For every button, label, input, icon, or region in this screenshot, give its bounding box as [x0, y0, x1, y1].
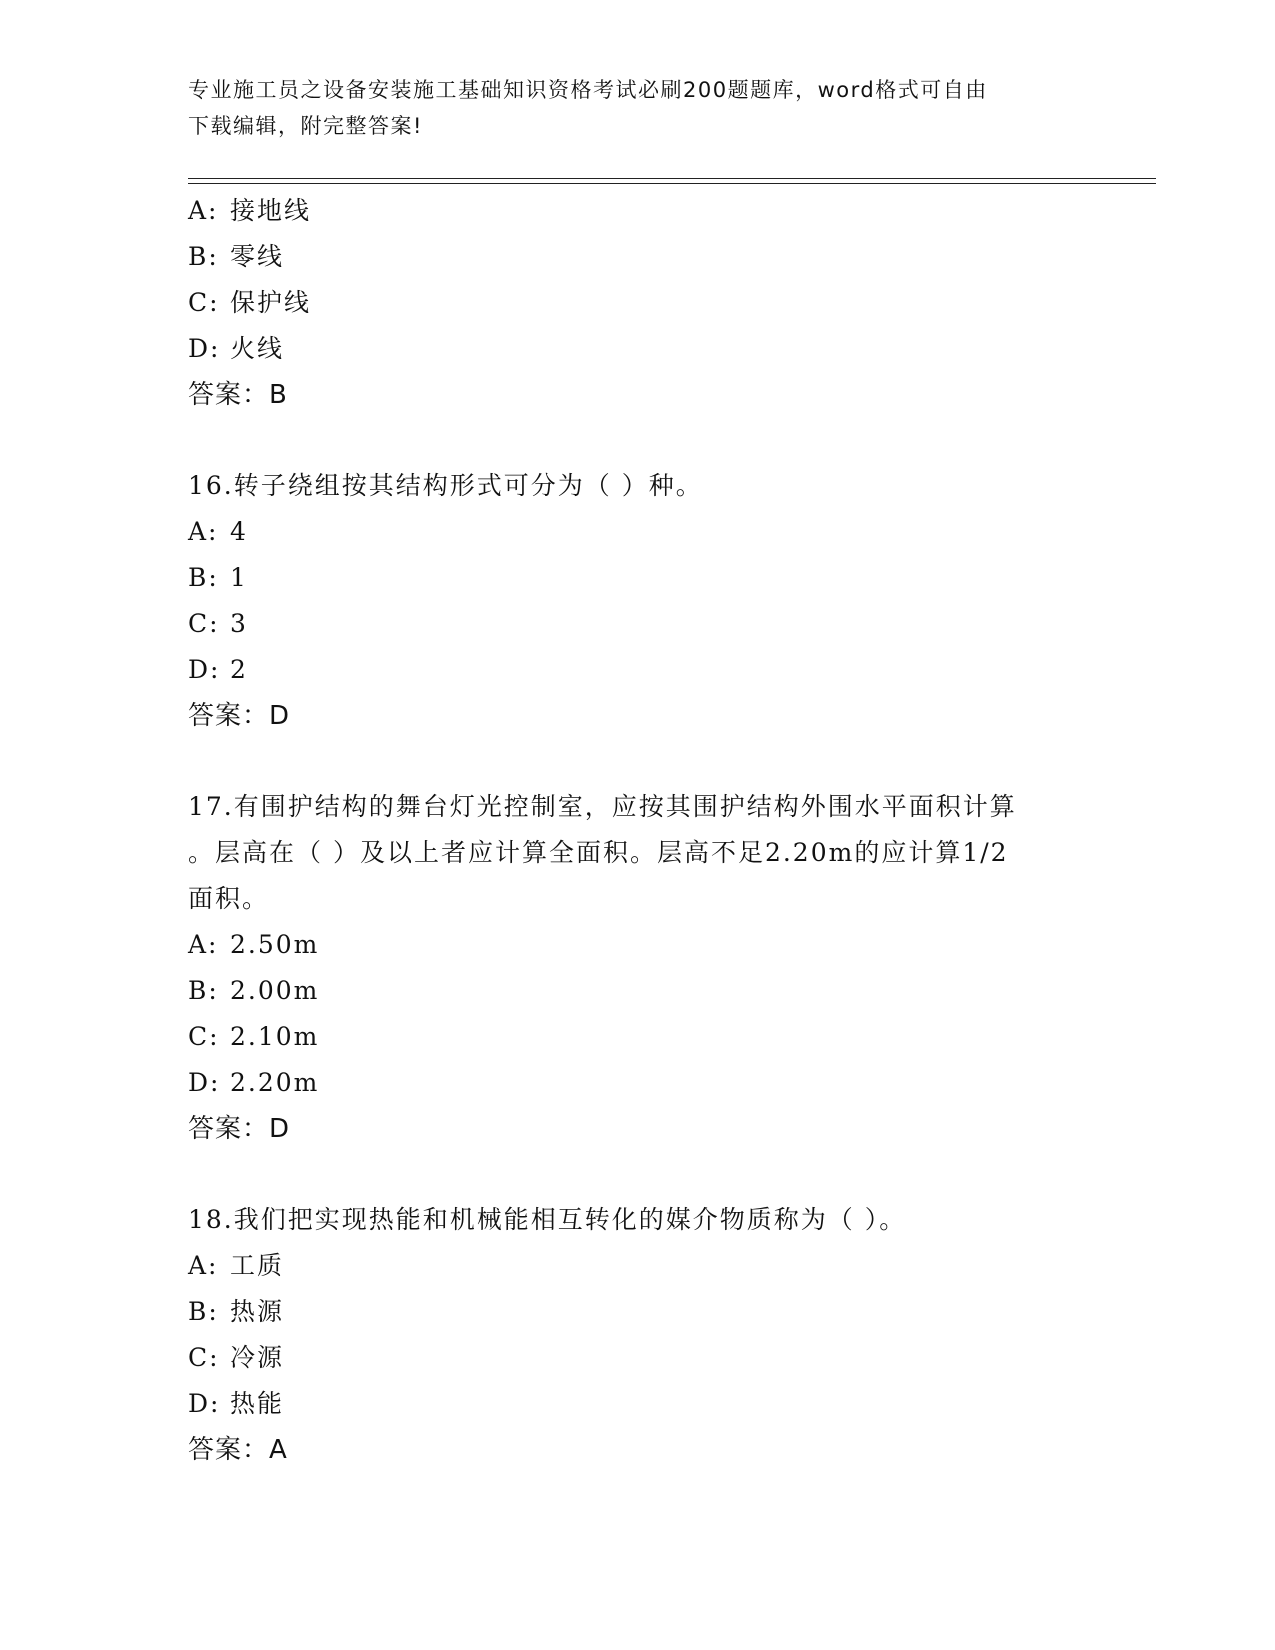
answer-line: 答案：A	[188, 1435, 288, 1465]
option-d: D: 2	[188, 655, 248, 684]
question-stem-line-3: 面积。	[188, 884, 270, 913]
option-c: C: 保护线	[188, 288, 312, 317]
question-stem: 18.我们把实现热能和机械能相互转化的媒介物质称为（ ）。	[188, 1205, 907, 1234]
document-header	[188, 72, 1068, 144]
option-a: A: 工质	[188, 1251, 285, 1280]
answer-line: 答案：D	[188, 1114, 291, 1144]
header-divider-top	[188, 178, 1156, 179]
question-block-16	[188, 463, 1088, 739]
option-b: B: 1	[188, 563, 248, 592]
option-c: C: 2.10m	[188, 1022, 320, 1051]
option-d: D: 热能	[188, 1389, 285, 1418]
option-a: A: 4	[188, 517, 248, 546]
option-a: A: 2.50m	[188, 930, 320, 959]
header-divider-bottom	[188, 183, 1156, 184]
question-stem-line-2: 。层高在（ ）及以上者应计算全面积。层高不足2.20m的应计算1/2	[188, 838, 1009, 867]
option-a: A: 接地线	[188, 196, 312, 225]
question-list	[188, 188, 1088, 1473]
option-c: C: 3	[188, 609, 248, 638]
answer-line: 答案：D	[188, 701, 291, 731]
header-line-1: 专业施工员之设备安装施工基础知识资格考试必刷200题题库，word格式可自由	[188, 78, 988, 102]
option-c: C: 冷源	[188, 1343, 285, 1372]
option-b: B: 热源	[188, 1297, 285, 1326]
option-d: D: 2.20m	[188, 1068, 320, 1097]
question-block-17	[188, 784, 1088, 1152]
question-block-18	[188, 1197, 1088, 1473]
question-stem: 16.转子绕组按其结构形式可分为（ ）种。	[188, 471, 703, 500]
question-stem-line-1: 17.有围护结构的舞台灯光控制室，应按其围护结构外围水平面积计算	[188, 792, 1017, 821]
option-d: D: 火线	[188, 334, 285, 363]
answer-line: 答案：B	[188, 380, 288, 410]
option-b: B: 零线	[188, 242, 285, 271]
option-b: B: 2.00m	[188, 976, 320, 1005]
header-line-2: 下载编辑，附完整答案!	[188, 114, 423, 138]
question-block-prev	[188, 188, 1088, 418]
